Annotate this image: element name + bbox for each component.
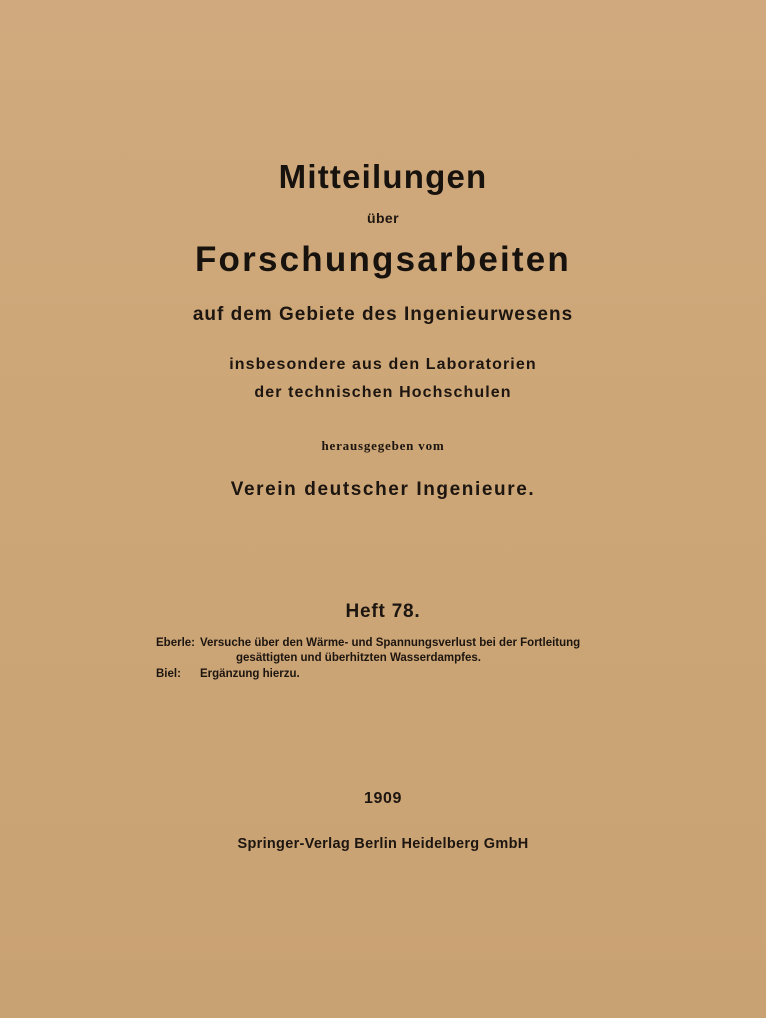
entry-title-line-1: Versuche über den Wärme- und Spannungsverlust bei der Fortleitung: [200, 637, 581, 649]
published-by-label: herausgegeben vom: [321, 438, 445, 453]
entry-title-line-2: gesättigten und überhitzten Wasserdampfes.: [236, 652, 481, 664]
subtitle-detail-line-2: der technischen Hochschulen: [254, 384, 512, 401]
secondary-title: Forschungsarbeiten: [194, 240, 572, 279]
contents-list: [148, 636, 618, 682]
subtitle-detail: [0, 351, 766, 407]
entry-body: [200, 636, 600, 666]
list-item: [156, 667, 618, 682]
subtitle-field: auf dem Gebiete des Ingenieurwesens: [192, 304, 574, 325]
publisher-name: Springer-Verlag Berlin Heidelberg GmbH: [237, 836, 529, 852]
entry-title-line-1: Ergänzung hierzu.: [200, 668, 300, 680]
publication-year: 1909: [364, 790, 402, 807]
publisher-society: Verein deutscher Ingenieure.: [230, 479, 536, 500]
issue-number: Heft 78.: [345, 601, 421, 622]
list-item: [156, 636, 618, 666]
entry-body: [200, 667, 600, 682]
entry-author: Biel:: [156, 668, 181, 680]
title-connector: über: [367, 210, 399, 226]
entry-author: Eberle:: [156, 637, 195, 649]
subtitle-detail-line-1: insbesondere aus den Laboratorien: [229, 356, 537, 373]
page-title: Mitteilungen: [278, 158, 488, 195]
